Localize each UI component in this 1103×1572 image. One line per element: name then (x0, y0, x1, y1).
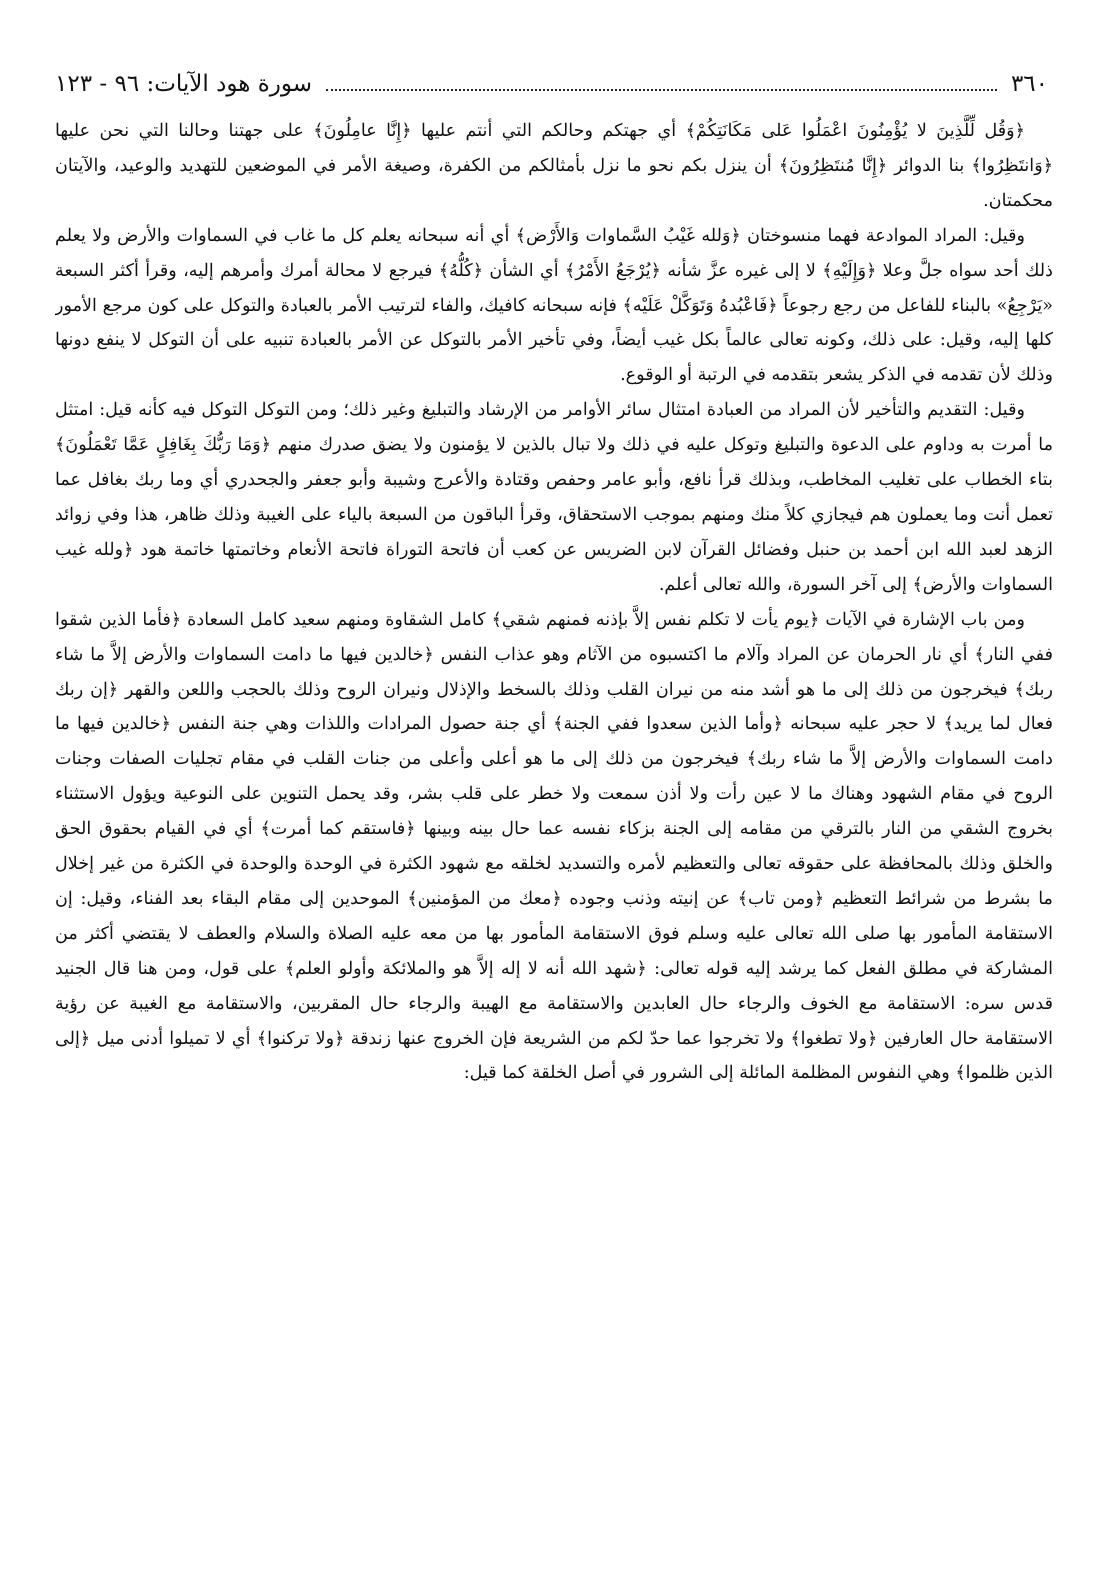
paragraph: ﴿وَقُل لِّلَّذِينَ لا يُؤْمِنُونَ اعْمَلُوا عَلى مَكَانَتِكُمْ﴾ أي جهتكم وحالكم التي أنتم عليها ﴿إِنَّا عامِلُونَ﴾ على جهتنا وحالنا التي نحن عليها ﴿وَانتَظِرُوا﴾ بنا الدوائر ﴿إِنَّا مُنتَظِرُونَ﴾ أن ينزل بكم نحو ما نزل بأمثالكم من الكفرة، وصيغة الأمر في الموضعين للتهديد والوعيد، والآيتان محكمتان. (55, 121, 1053, 211)
header-dotted-leader (326, 89, 997, 91)
paragraph: وقيل: التقديم والتأخير لأن المراد من العبادة امتثال سائر الأوامر من الإرشاد والتبليغ وغير ذلك؛ ومن التوكل التوكل فيه كأنه قيل: امتثل ما أمرت به وداوم على الدعوة والتبليغ وتوكل عليه في ذلك ولا تبال بالذين لا يؤمنون ولا يضق صدرك منهم ﴿وَمَا رَبُّكَ بِغَافِلٍ عَمَّا تَعْمَلُونَ﴾ بتاء الخطاب على تغليب المخاطب، وبذلك قرأ نافع، وأبو عامر وحفص وقتادة والأعرج وشيبة وأبو جعفر والجحدري أي وما ربك بغافل عما تعمل أنت وما يعملون هم فيجازي كلاً منك ومنهم بموجب الاستحقاق، وقرأ الباقون من السبعة بالياء على الغيبة وذلك ظاهر، هذا وفي زوائد الزهد لعبد الله ابن أحمد بن حنبل وفضائل القرآن لابن الضريس عن كعب أن فاتحة التوراة فاتحة الأنعام وخاتمتها خاتمة هود ﴿ولله غيب السماوات والأرض﴾ إلى آخر السورة، والله تعالى أعلم. (55, 400, 1053, 595)
page-body (55, 114, 1053, 1560)
page-number: ٣٦٠ (1010, 71, 1048, 97)
chapter-title: سورة هود الآيات: ٩٦ - ١٢٣ (55, 71, 313, 97)
page-header (55, 64, 1048, 104)
paragraph: وقيل: المراد الموادعة فهما منسوختان ﴿وَلله غَيْبُ السَّماوات وَالأَرْض﴾ أي أنه سبحانه يعلم كل ما غاب في السماوات والأرض ولا يعلم ذلك أحد سواه جلَّ وعلا ﴿وَإِلَيْهِ﴾ لا إلى غيره عزَّ شأنه ﴿يُرْجَعُ الأَمْرُ﴾ أي الشأن ﴿كُلُّهُ﴾ فيرجع لا محالة أمرك وأمرهم إليه، وقرأ أكثر السبعة «يَرْجِعُ» بالبناء للفاعل من رجع رجوعاً ﴿فَاعْبُدهُ وَتَوَكَّلْ عَلَيْه﴾ فإنه سبحانه كافيك، والفاء لترتيب الأمر بالعبادة والتوكل على كون مرجع الأمور كلها إليه، وقيل: على ذلك، وكونه تعالى عالماً بكل غيب أيضاً، وفي تأخير الأمر بالتوكل عن الأمر بالعبادة تنبيه على أن التوكل لا ينفع دونها وذلك لأن تقدمه في الذكر يشعر بتقدمه في الرتبة أو الوقوع. (55, 225, 1053, 386)
paragraph: ومن باب الإشارة في الآيات ﴿يوم يأت لا تكلم نفس إلاَّ بإذنه فمنهم شقي﴾ كامل الشقاوة ومنهم سعيد كامل السعادة ﴿فأما الذين شقوا ففي النار﴾ أي نار الحرمان عن المراد وآلام ما اكتسبوه من الآثام وهو عذاب النفس ﴿خالدين فيها ما دامت السماوات والأرض إلاَّ ما شاء ربك﴾ فيخرجون من ذلك إلى ما هو أشد منه من نيران القلب وذلك بالسخط والإذلال ونيران الروح وذلك بالحجب واللعن والقهر ﴿إن ربك فعال لما يريد﴾ لا حجر عليه سبحانه ﴿وأما الذين سعدوا ففي الجنة﴾ أي جنة حصول المرادات واللذات وهي جنة النفس ﴿خالدين فيها ما دامت السماوات والأرض إلاَّ ما شاء ربك﴾ فيخرجون من ذلك إلى ما هو أعلى وأعلى من جنات القلب في مقام تجليات الصفات وجنات الروح في مقام الشهود وهناك ما لا عين رأت ولا أذن سمعت ولا خطر على قلب بشر، وقد يحمل التنوين على النوعية ويؤول الاستثناء بخروج الشقي من النار بالترقي من مقامه إلى الجنة بزكاء نفسه عما حال بينه وبينها ﴿فاستقم كما أمرت﴾ أي في القيام بحقوق الحق والخلق وذلك بالمحافظة على حقوقه تعالى والتعظيم لأمره والتسديد لخلقه مع شهود الكثرة في الوحدة والوحدة في الكثرة من غير إخلال ما بشرط من شرائط التعظيم ﴿ومن تاب﴾ عن إنيته وذنب وجوده ﴿معك من المؤمنين﴾ الموحدين إلى مقام البقاء بعد الفناء، وقيل: إن الاستقامة المأمور بها صلى الله تعالى عليه وسلم فوق الاستقامة المأمور بها من معه عليه الصلاة والسلام والعطف لا يقتضي أكثر من المشاركة في مطلق الفعل كما يرشد إليه قوله تعالى: ﴿شهد الله أنه لا إله إلاَّ هو والملائكة وأولو العلم﴾ على قول، ومن هنا قال الجنيد قدس سره: الاستقامة مع الخوف والرجاء حال العابدين والاستقامة مع الهيبة والرجاء حال المقربين، والاستقامة مع الغيبة عن رؤية الاستقامة حال العارفين ﴿ولا تطغوا﴾ ولا تخرجوا عما حدّ لكم من الشريعة فإن الخروج عنها زندقة ﴿ولا تركنوا﴾ أي لا تميلوا أدنى ميل ﴿إلى الذين ظلموا﴾ وهي النفوس المظلمة المائلة إلى الشرور في أصل الخلقة كما قيل: (55, 609, 1053, 1084)
